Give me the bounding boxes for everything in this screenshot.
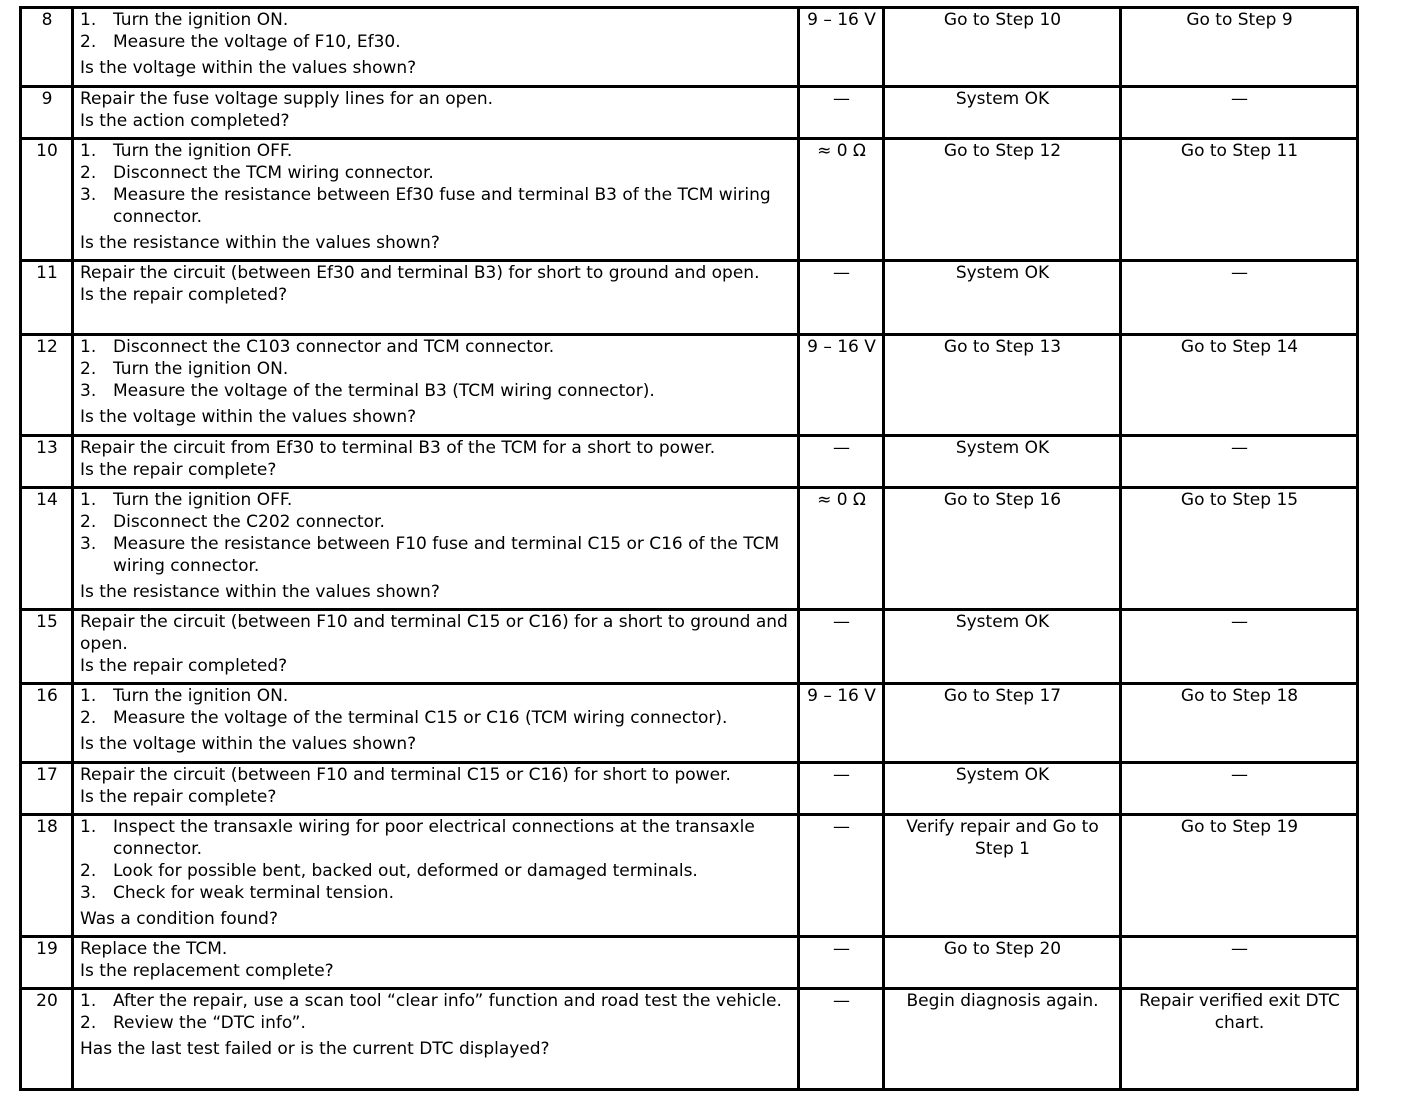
value-cell: — [799,937,884,989]
action-cell [73,815,799,937]
item-text: Measure the resistance between F10 fuse and terminal C15 or C16 of the TCM wiring connector. [113,534,780,576]
yes-cell: Go to Step 10 [884,8,1121,87]
table-row [21,87,1358,139]
no-cell: Go to Step 9 [1121,8,1358,87]
value-cell: — [799,261,884,335]
yes-cell: Go to Step 17 [884,684,1121,763]
step-question: Is the repair completed? [80,285,288,305]
item-number: 1. [80,991,97,1011]
action-item [80,380,792,402]
yes-cell: Go to Step 13 [884,335,1121,436]
item-text: Turn the ignition OFF. [113,141,293,161]
action-cell [73,8,799,87]
table-row [21,139,1358,261]
action-cell [73,87,799,139]
item-number: 3. [80,534,97,554]
step-question: Is the resistance within the values shown? [80,233,440,253]
value-cell: — [799,763,884,815]
table-row [21,989,1358,1090]
item-text: Disconnect the TCM wiring connector. [113,163,434,183]
no-cell: Repair verified exit DTC chart. [1121,989,1358,1090]
action-item [80,336,792,358]
item-text: Check for weak terminal tension. [113,883,394,903]
item-number: 1. [80,686,97,706]
action-item [80,882,792,904]
item-number: 1. [80,337,97,357]
step-question: Is the voltage within the values shown? [80,407,417,427]
item-number: 2. [80,708,97,728]
yes-cell: Go to Step 20 [884,937,1121,989]
action-item [80,489,792,511]
step-number: 19 [21,937,73,989]
step-number: 11 [21,261,73,335]
action-text: Repair the fuse voltage supply lines for an open. [80,89,494,109]
item-number: 3. [80,185,97,205]
item-number: 3. [80,381,97,401]
value-cell: ≈ 0 Ω [799,488,884,610]
value-cell: — [799,610,884,684]
action-text: Repair the circuit (between F10 and terminal C15 or C16) for short to power. [80,765,731,785]
no-cell: — [1121,261,1358,335]
table-row [21,488,1358,610]
item-text: Look for possible bent, backed out, deformed or damaged terminals. [113,861,698,881]
table-row [21,937,1358,989]
yes-cell: System OK [884,261,1121,335]
action-cell [73,139,799,261]
item-number: 3. [80,883,97,903]
value-cell: — [799,87,884,139]
yes-cell: System OK [884,87,1121,139]
item-text: Inspect the transaxle wiring for poor electrical connections at the transaxle connector. [113,817,755,859]
step-number: 17 [21,763,73,815]
yes-cell: Verify repair and Go to Step 1 [884,815,1121,937]
no-cell: Go to Step 11 [1121,139,1358,261]
action-item [80,358,792,380]
step-number: 15 [21,610,73,684]
item-text: Turn the ignition OFF. [113,490,293,510]
action-item [80,816,792,860]
value-cell: 9 – 16 V [799,8,884,87]
action-cell [73,937,799,989]
step-question: Is the action completed? [80,111,290,131]
step-number: 8 [21,8,73,87]
value-cell: 9 – 16 V [799,335,884,436]
table-row [21,610,1358,684]
step-question: Has the last test failed or is the current DTC displayed? [80,1039,550,1059]
step-number: 9 [21,87,73,139]
action-cell [73,763,799,815]
step-question: Is the voltage within the values shown? [80,58,417,78]
item-number: 2. [80,359,97,379]
value-cell: — [799,989,884,1090]
table-row [21,261,1358,335]
no-cell: — [1121,610,1358,684]
item-number: 2. [80,861,97,881]
item-number: 2. [80,1013,97,1033]
yes-cell: System OK [884,763,1121,815]
step-question: Is the resistance within the values shown? [80,582,440,602]
action-text: Repair the circuit (between F10 and terminal C15 or C16) for a short to ground and open. [80,612,788,654]
item-text: Turn the ignition ON. [113,10,289,30]
value-cell: — [799,815,884,937]
item-number: 2. [80,512,97,532]
action-cell [73,684,799,763]
yes-cell: System OK [884,436,1121,488]
step-question: Is the repair completed? [80,656,288,676]
step-number: 18 [21,815,73,937]
no-cell: Go to Step 19 [1121,815,1358,937]
table-row [21,8,1358,87]
item-text: Measure the resistance between Ef30 fuse and terminal B3 of the TCM wiring connector. [113,185,771,227]
item-number: 2. [80,32,97,52]
action-cell [73,989,799,1090]
yes-cell: Begin diagnosis again. [884,989,1121,1090]
item-text: Turn the ignition ON. [113,686,289,706]
action-item [80,31,792,53]
item-number: 1. [80,817,97,837]
action-cell [73,436,799,488]
diagnostic-table [19,6,1359,1091]
action-cell [73,335,799,436]
item-text: Disconnect the C202 connector. [113,512,385,532]
no-cell: Go to Step 14 [1121,335,1358,436]
action-item [80,140,792,162]
yes-cell: System OK [884,610,1121,684]
item-number: 1. [80,141,97,161]
action-item [80,9,792,31]
action-item [80,162,792,184]
step-number: 13 [21,436,73,488]
action-text: Repair the circuit from Ef30 to terminal B3 of the TCM for a short to power. [80,438,716,458]
step-number: 16 [21,684,73,763]
action-cell [73,610,799,684]
action-item [80,184,792,228]
action-cell [73,488,799,610]
step-question: Is the replacement complete? [80,961,334,981]
yes-cell: Go to Step 16 [884,488,1121,610]
action-item [80,707,792,729]
value-cell: ≈ 0 Ω [799,139,884,261]
step-number: 12 [21,335,73,436]
item-number: 1. [80,490,97,510]
step-number: 14 [21,488,73,610]
item-number: 1. [80,10,97,30]
no-cell: Go to Step 15 [1121,488,1358,610]
item-text: Measure the voltage of F10, Ef30. [113,32,401,52]
yes-cell: Go to Step 12 [884,139,1121,261]
item-text: Turn the ignition ON. [113,359,289,379]
action-item [80,1012,792,1034]
table-row [21,335,1358,436]
item-text: Review the “DTC info”. [113,1013,306,1033]
action-item [80,533,792,577]
table-row [21,815,1358,937]
item-text: Disconnect the C103 connector and TCM connector. [113,337,555,357]
no-cell: — [1121,937,1358,989]
action-item [80,990,792,1012]
step-question: Was a condition found? [80,909,278,929]
item-text: Measure the voltage of the terminal C15 or C16 (TCM wiring connector). [113,708,728,728]
item-number: 2. [80,163,97,183]
action-text: Replace the TCM. [80,939,228,959]
action-text: Repair the circuit (between Ef30 and terminal B3) for short to ground and open. [80,263,760,283]
diagnostic-table-body [21,8,1358,1090]
action-item [80,860,792,882]
table-row [21,763,1358,815]
step-number: 10 [21,139,73,261]
no-cell: — [1121,87,1358,139]
value-cell: 9 – 16 V [799,684,884,763]
no-cell: — [1121,763,1358,815]
action-cell [73,261,799,335]
no-cell: — [1121,436,1358,488]
item-text: After the repair, use a scan tool “clear info” function and road test the vehicle. [113,991,782,1011]
action-item [80,511,792,533]
step-number: 20 [21,989,73,1090]
item-text: Measure the voltage of the terminal B3 (TCM wiring connector). [113,381,655,401]
step-question: Is the voltage within the values shown? [80,734,417,754]
table-row [21,436,1358,488]
value-cell: — [799,436,884,488]
no-cell: Go to Step 18 [1121,684,1358,763]
step-question: Is the repair complete? [80,460,277,480]
step-question: Is the repair complete? [80,787,277,807]
table-row [21,684,1358,763]
action-item [80,685,792,707]
